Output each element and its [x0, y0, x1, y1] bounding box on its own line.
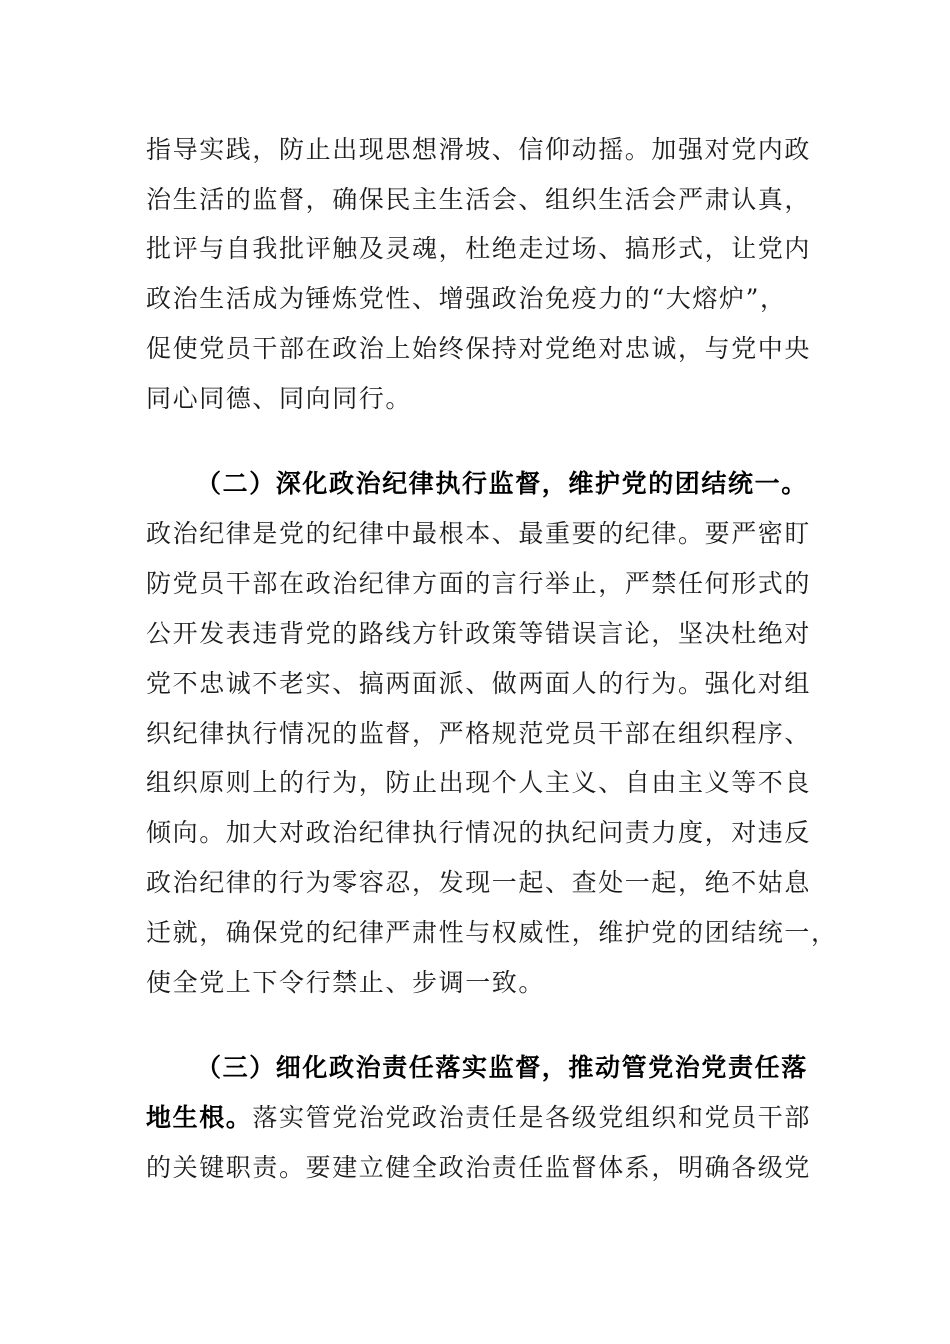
paragraph-line: 批评与自我批评触及灵魂，杜绝走过场、搞形式，让党内	[146, 234, 812, 263]
paragraph-line: 治生活的监督，确保民主生活会、组织生活会严肃认真，	[146, 185, 812, 214]
section-heading-end: 地生根。	[146, 1103, 253, 1132]
paragraph-line: 公开发表违背党的路线方针政策等错误言论，坚决杜绝对	[146, 619, 812, 648]
paragraph-line: 防党员干部在政治纪律方面的言行举止，严禁任何形式的	[146, 569, 812, 598]
paragraph-line: 党不忠诚不老实、搞两面派、做两面人的行为。强化对组	[146, 669, 812, 698]
paragraph-line: 使全党上下令行禁止、步调一致。	[146, 968, 546, 997]
paragraph-line: 指导实践，防止出现思想滑坡、信仰动摇。加强对党内政	[146, 135, 812, 164]
paragraph-line	[146, 1098, 811, 1138]
paragraph-line: 政治纪律的行为零容忍，发现一起、查处一起，绝不姑息	[146, 868, 812, 897]
paragraph-line: 政治生活成为锤炼党性、增强政治免疫力的“大熔炉”，	[146, 284, 787, 313]
paragraph-line: 织纪律执行情况的监督，严格规范党员干部在组织程序、	[146, 719, 812, 748]
paragraph-line: 的关键职责。要建立健全政治责任监督体系，明确各级党	[146, 1153, 812, 1182]
section-heading: （二）深化政治纪律执行监督，维护党的团结统一。	[196, 469, 808, 498]
section-heading: （三）细化政治责任落实监督，推动管党治党责任落	[196, 1053, 808, 1082]
paragraph-line: 同心同德、同向同行。	[146, 384, 413, 413]
paragraph-line: 促使党员干部在政治上始终保持对党绝对忠诚，与党中央	[146, 334, 812, 363]
paragraph-line: 倾向。加大对政治纪律执行情况的执纪问责力度，对违反	[146, 818, 812, 847]
paragraph-text: 落实管党治党政治责任是各级党组织和党员干部	[252, 1103, 812, 1132]
paragraph-line: 组织原则上的行为，防止出现个人主义、自由主义等不良	[146, 768, 812, 797]
paragraph-line: 迁就，确保党的纪律严肃性与权威性，维护党的团结统一，	[146, 918, 838, 947]
paragraph-line: 政治纪律是党的纪律中最根本、最重要的纪律。要严密盯	[146, 519, 812, 548]
